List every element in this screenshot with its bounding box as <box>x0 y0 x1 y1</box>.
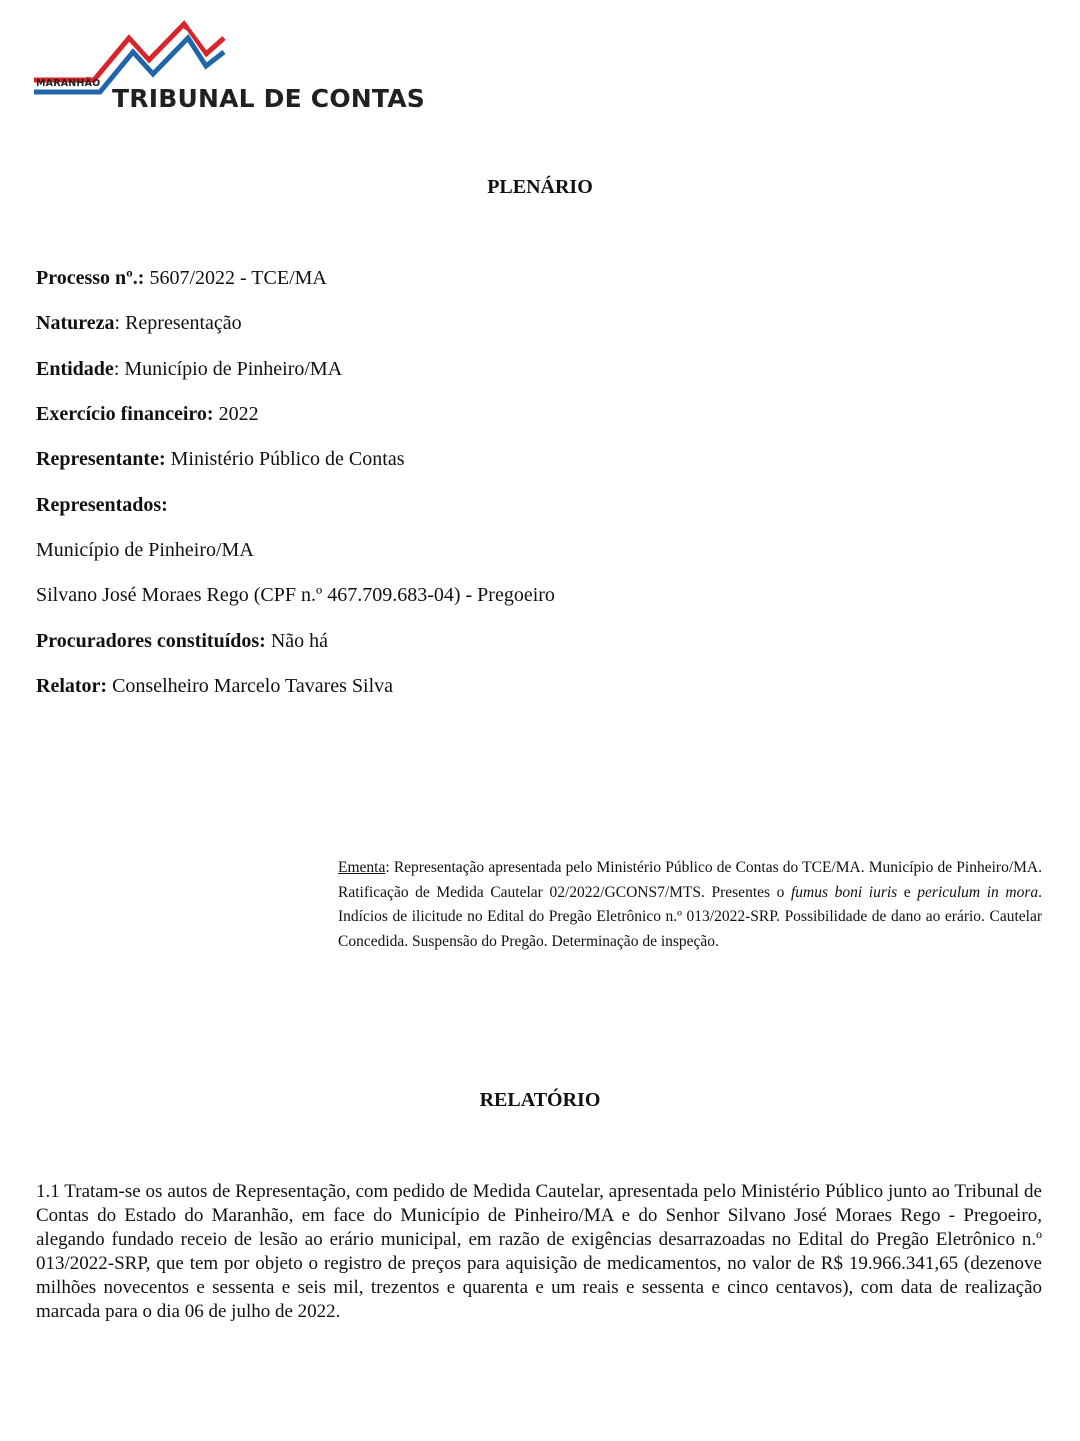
field-entidade <box>36 358 342 381</box>
field-value: Ministério Público de Contas <box>165 448 405 470</box>
field-representante <box>36 448 405 471</box>
field-relator <box>36 675 393 698</box>
relatorio-title: RELATÓRIO <box>479 1089 601 1111</box>
ementa-label: Ementa <box>338 859 386 876</box>
field-processo <box>36 267 327 290</box>
ementa-text: e <box>897 883 918 901</box>
field-natureza <box>36 312 242 335</box>
field-value: Conselheiro Marcelo Tavares Silva <box>107 675 394 697</box>
ementa-italic: fumus boni iuris <box>790 883 898 901</box>
field-separator: : <box>114 312 121 334</box>
field-label: Procuradores constituídos: <box>36 630 266 652</box>
field-value: 5607/2022 - TCE/MA <box>144 267 327 289</box>
ementa-block <box>338 856 1042 954</box>
logo-state-text: MARANHÃO <box>36 78 101 89</box>
representado-1: Município de Pinheiro/MA <box>36 539 254 561</box>
section-title: PLENÁRIO <box>487 176 593 198</box>
field-value: Não há <box>265 630 329 652</box>
field-representados <box>36 494 168 517</box>
field-value: Município de Pinheiro/MA <box>119 358 343 380</box>
field-label: Relator: <box>36 675 108 697</box>
field-exercicio <box>36 403 259 426</box>
field-label: Exercício financeiro: <box>36 403 214 425</box>
field-label: Natureza <box>36 312 115 334</box>
tribunal-logo <box>34 18 424 113</box>
field-label: Processo nº.: <box>36 267 145 289</box>
relatorio-paragraph: 1.1 Tratam-se os autos de Representação, com pedido de Medida Cautelar, apresentada pelo Ministério Público junto ao Tribunal de Contas do Estado do Maranhão, em face do Município de Pinheiro/MA e do Senhor Silvano José Moraes Rego - Pregoeiro, alegando fundado receio de lesão ao erário municipal, em razão de exigências desarrazoadas no Edital do Pregão Eletrônico n.º 013/2022-SRP, que tem por objeto o registro de preços para aquisição de medicamentos, no valor de R$ 19.966.341,65 (dezenove milhões novecentos e sessenta e seis mil, trezentos e quarenta e um reais e sessenta e cinco centavos), com data de realização marcada para o dia 06 de julho de 2022. <box>36 1181 1042 1322</box>
field-value: 2022 <box>213 403 259 425</box>
ementa-italic: periculum in mora <box>917 883 1039 901</box>
field-label: Representante: <box>36 448 166 470</box>
field-label: Entidade <box>36 358 114 380</box>
logo-title-text: TRIBUNAL DE CONTAS <box>112 84 425 113</box>
field-value: Representação <box>120 312 242 334</box>
field-label: Representados: <box>36 494 168 516</box>
field-separator: : <box>113 358 120 380</box>
ementa-text: . Indícios de ilicitude no Edital do Pregão Eletrônico n.º 013/2022-SRP. Possibilidade de dano ao erário. Cautelar Concedida. Suspensão do Pregão. Determinação de inspeção. <box>338 883 1042 950</box>
representado-2: Silvano José Moraes Rego (CPF n.º 467.709.683-04) - Pregoeiro <box>36 584 555 606</box>
ementa-text: : Representação apresentada pelo Ministério Público de Contas do TCE/MA. Município de Pinheiro/MA. Ratificação de Medida Cautelar 02/2022/GCONS7/MTS. Presentes o <box>338 859 1042 901</box>
field-procuradores <box>36 630 328 653</box>
